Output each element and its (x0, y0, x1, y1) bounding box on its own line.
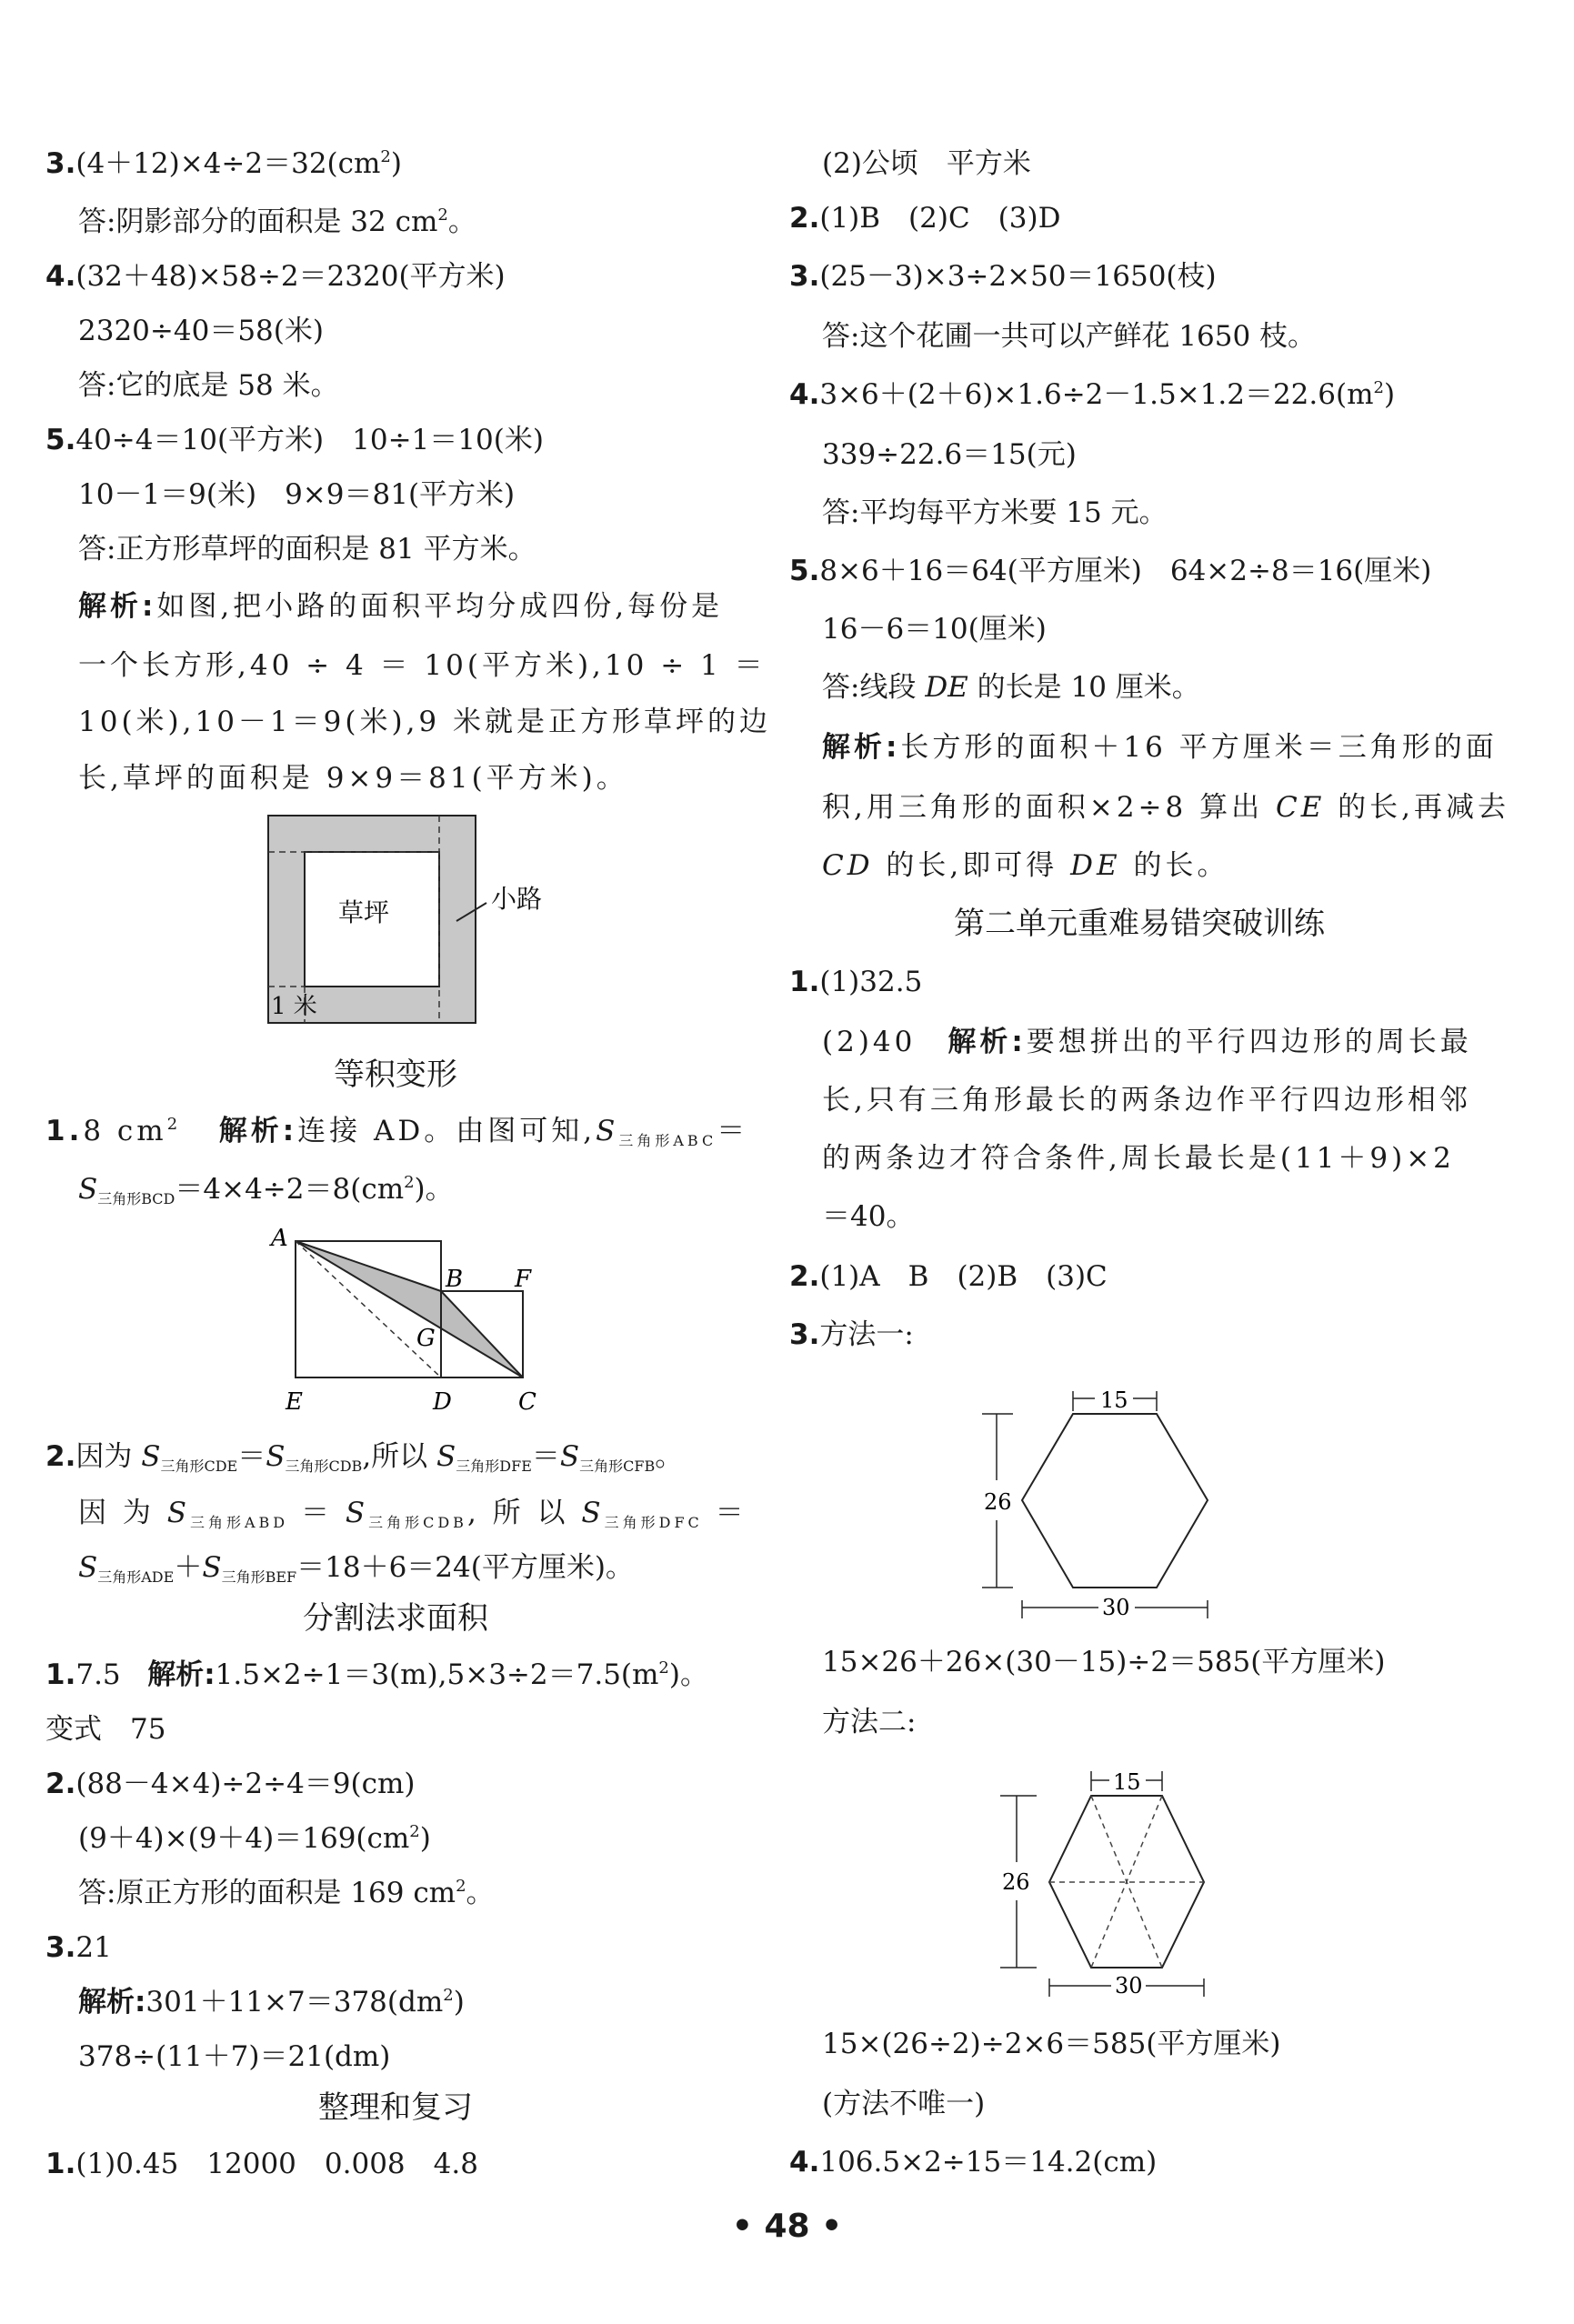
left-q4-line2: 2320÷40＝58(米) (78, 315, 324, 347)
right-u3-calc1: 15×26＋26×(30－15)÷2＝585(平方厘米) (822, 1646, 1386, 1678)
point-g-label: G (416, 1325, 436, 1352)
point-a-label: A (271, 1225, 288, 1252)
right-r5-line2: 16－6＝10(厘米) (822, 613, 1047, 646)
right-r5-answer: 答:线段 DE 的长是 10 厘米。 (822, 671, 1200, 704)
point-c-label: C (518, 1388, 536, 1416)
hex2-height-label: 26 (1002, 1869, 1030, 1895)
left-q3-answer: 答:阴影部分的面积是 32 $cm^2$。 (78, 205, 476, 238)
page-number: • 48 • (731, 2208, 843, 2245)
left-sp1-variant: 变式 75 (45, 1713, 166, 1746)
right-r4-line1: $4.3\times 6+(2+6)\times 1.6\div 2-1.5\times 1.2=22.6(m^2)$ (789, 378, 1396, 411)
right-r4-answer: 答:平均每平方米要 15 元。 (822, 496, 1168, 529)
left-eq1-line1: 1.8 $cm^2$ 解析:连接 AD。由图可知$,S_{三角形ABC}=$ (45, 1115, 749, 1149)
right-u1-line4: 的两条边才符合条件,周长最长是(11＋9)×2 (822, 1142, 1455, 1175)
left-sp2-line1: 2.(88－4×4)÷2÷4＝9(cm) (45, 1768, 416, 1800)
right-u1-line3: 长,只有三角形最长的两条边作平行四边形相邻 (822, 1084, 1471, 1117)
right-u3-method2: 方法二: (822, 1706, 917, 1738)
left-q5-explanation-1: 解析:如图,把小路的面积平均分成四份,每份是 (78, 590, 724, 623)
right-u1-line5: ＝40。 (822, 1200, 915, 1233)
right-r0-line: (2)公顷 平方米 (822, 147, 1031, 180)
right-r5-explanation-3: CD 的长,即可得 DE 的长。 (822, 849, 1229, 882)
heading-equal-area-transform: 等积变形 (334, 1057, 457, 1093)
hex1-bottom-label: 30 (1102, 1595, 1130, 1620)
left-eq1-line2: $S_{三角形BCD}=4\times 4\div 2=8(cm^2)$。 (78, 1173, 454, 1207)
left-q3-line: $3.(4+12)\times 4\div 2=32(cm^2)$ (45, 147, 402, 180)
heading-review: 整理和复习 (318, 2089, 473, 2126)
left-sp2-answer: 答:原正方形的面积是 169 $cm^2$。 (78, 1877, 495, 1909)
hexagon-figure-1 (984, 1373, 1255, 1620)
right-r2-line: 2.(1)B (2)C (3)D (789, 202, 1061, 235)
right-r5-explanation-1: 解析:长方形的面积＋16 平方厘米＝三角形的面 (822, 731, 1498, 764)
point-b-label: B (446, 1266, 464, 1293)
left-sp3-line3: 378÷(11＋7)＝21(dm) (78, 2040, 391, 2073)
point-d-label: D (433, 1388, 452, 1416)
path-width-label: 1 米 (271, 993, 317, 1020)
left-q5-explanation-4: 长,草坪的面积是 9×9＝81(平方米)。 (78, 762, 628, 795)
left-sp3-line2: 解析$:301+11\times 7=378(dm^2)$ (78, 1986, 465, 2018)
left-q5-explanation-2: 一个长方形,40 ÷ 4 ＝ 10(平方米),10 ÷ 1 ＝ (78, 649, 767, 682)
left-eq2-line1: 2.因为 $S_{三角形CDE}=S_{三角形CDB}$,所以 $S_{三角形DFE}=S_{三角形CFB}$。 (45, 1440, 684, 1475)
left-sp1-line1: 1.7.5 解析$:1.5\times 2\div 1=3(m),5\times 3\div 2=7.5(m^2)$。 (45, 1658, 708, 1691)
heading-unit-two-training: 第二单元重难易错突破训练 (954, 906, 1325, 942)
triangle-figure (246, 1223, 646, 1423)
left-q5-line2: 10－1＝9(米) 9×9＝81(平方米) (78, 478, 516, 511)
hex2-top-label: 15 (1113, 1769, 1141, 1795)
left-sp2-line2: $(9+4)\times(9+4)=169(cm^2)$ (78, 1822, 431, 1855)
left-q4-line1: 4.(32＋48)×58÷2＝2320(平方米) (45, 260, 506, 293)
right-u3-method1: 3.方法一: (789, 1318, 914, 1351)
right-u1-line2: (2)40 解析:要想拼出的平行四边形的周长最 (822, 1026, 1472, 1058)
right-r3-line1: 3.(25－3)×3÷2×50＝1650(枝) (789, 260, 1217, 293)
left-q5-answer: 答:正方形草坪的面积是 81 平方米。 (78, 533, 536, 566)
left-q5-explanation-3: 10(米),10－1＝9(米),9 米就是正方形草坪的边 (78, 706, 771, 738)
left-eq2-line3: $S_{三角形ADE}+S_{三角形BEF}=18+6=24$(平方厘米)。 (78, 1551, 634, 1586)
right-u2-line: 2.(1)A B (2)B (3)C (789, 1260, 1108, 1293)
right-r4-line2: 339÷22.6＝15(元) (822, 438, 1077, 471)
hex1-top-label: 15 (1100, 1387, 1128, 1413)
point-f-label: F (515, 1266, 532, 1293)
left-q5-line1: 5.40÷4＝10(平方米) 10÷1＝10(米) (45, 424, 544, 456)
right-u4-line: 4.106.5×2÷15＝14.2(cm) (789, 2146, 1158, 2179)
point-e-label: E (286, 1388, 303, 1416)
hex2-bottom-label: 30 (1115, 1973, 1143, 1998)
left-rv1-line: 1.(1)0.45 12000 0.008 4.8 (45, 2148, 478, 2180)
left-q4-answer: 答:它的底是 58 米。 (78, 369, 339, 402)
right-r3-answer: 答:这个花圃一共可以产鲜花 1650 枝。 (822, 320, 1317, 353)
heading-split-method: 分割法求面积 (303, 1600, 488, 1637)
path-label: 小路 (491, 884, 543, 914)
hex1-height-label: 26 (984, 1489, 1012, 1515)
lawn-path-figure (264, 814, 627, 1032)
right-u3-note: (方法不唯一) (822, 2088, 986, 2120)
right-u1-line1: 1.(1)32.5 (789, 966, 923, 998)
hexagon-figure-2 (1000, 1764, 1273, 2000)
right-r5-line1: 5.8×6＋16＝64(平方厘米) 64×2÷8＝16(厘米) (789, 555, 1432, 587)
right-r5-explanation-2: 积,用三角形的面积×2÷8 算出 CE 的长,再减去 (822, 791, 1510, 824)
left-sp3-line1: 3.21 (45, 1931, 112, 1964)
right-u3-calc2: 15×(26÷2)÷2×6＝585(平方厘米) (822, 2028, 1281, 2060)
lawn-label: 草坪 (338, 897, 390, 927)
left-eq2-line2: 因 为 $S_{三角形ABD} = S_{三角形CDB}$, 所 以 $S_{三角形DFC}$ ＝ (78, 1497, 747, 1531)
